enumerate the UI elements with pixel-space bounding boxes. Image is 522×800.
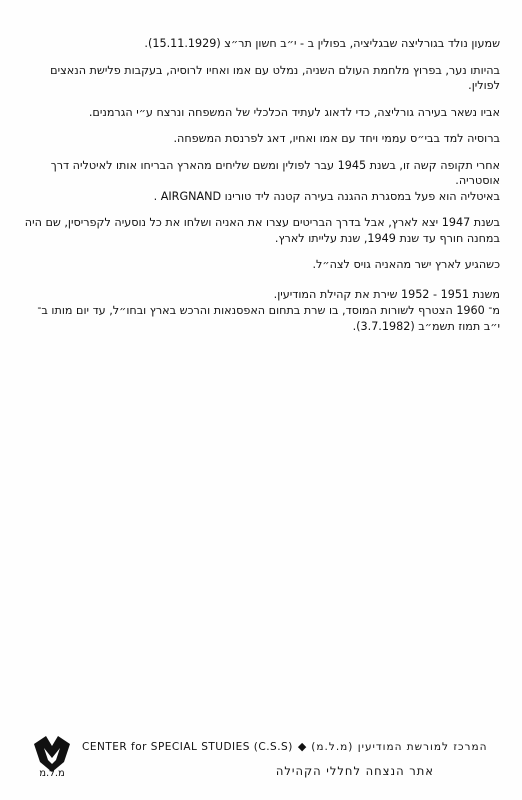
diamond-icon: ◆ xyxy=(297,740,307,753)
paragraph-1951: משנת 1951 - 1952 שירת את קהילת המודיעין. xyxy=(273,287,500,301)
paragraph-1960: מ־ 1960 הצטרף לשורות המוסד, בו שרת בתחום האפסנאות והרכש בארץ ובחו״ל, עד יום מותו ב־ י״ב תמוז תשמ״ב (3.7.1982). xyxy=(37,304,500,333)
footer-subtitle: אתר הנצחה לחללי הקהילה xyxy=(275,764,434,778)
logo-caption: מ.ל.מ xyxy=(39,768,65,779)
paragraph-birth: שמעון נולד בגורליצה שבגליציה, בפולין ב - י״ב חשון תר״צ (15.11.1929). xyxy=(144,37,500,50)
footer-hebrew-name: המרכז למורשת המודיעין (מ.ל.מ) xyxy=(311,740,488,753)
paragraph-father: אביו נשאר בעירה גורליצה, כדי לדאוג לעתיד הכלכלי של המשפחה ונרצח ע״י הגרמנים. xyxy=(88,105,500,119)
paragraph-war: בהיותו נער, בפרוץ מלחמת העולם השניה, נמלט עם אמו ואחיו לרוסיה, בעקבות פלישת הנאצים לפולין. xyxy=(50,63,500,92)
paragraph-idf: כשהגיע לארץ ישר מהאניה גויס לצה״ל. xyxy=(312,258,500,271)
document-body xyxy=(22,36,500,345)
footer-english-name: CENTER for SPECIAL STUDIES (C.S.S) xyxy=(82,740,293,753)
paragraph-italy: באיטליה הוא פעל במסגרת ההגנה בעירה קטנה ליד טורינו AIRGNAND . xyxy=(153,189,500,203)
paragraph-1945: אחרי תקופה קשה זו, בשנת 1945 עבר לפולין ומשם שליחים מהארץ הבריחו אותו לאיטליה דרך אוסטריה. xyxy=(50,158,500,187)
paragraph-1947: בשנת 1947 יצא לארץ, אבל בדרך הבריטים עצרו את האניה ושלחו את כל נוסעיה לקפריסין, שם היה במחנה חורף עד שנת 1949, שנת עלייתו לארץ. xyxy=(24,216,500,245)
footer-organization-line xyxy=(82,740,502,753)
paragraph-russia: ברוסיה למד בבי״ס עממי ויחד עם אמו ואחיו, דאג לפרנסת המשפחה. xyxy=(173,132,500,145)
footer xyxy=(0,728,522,788)
